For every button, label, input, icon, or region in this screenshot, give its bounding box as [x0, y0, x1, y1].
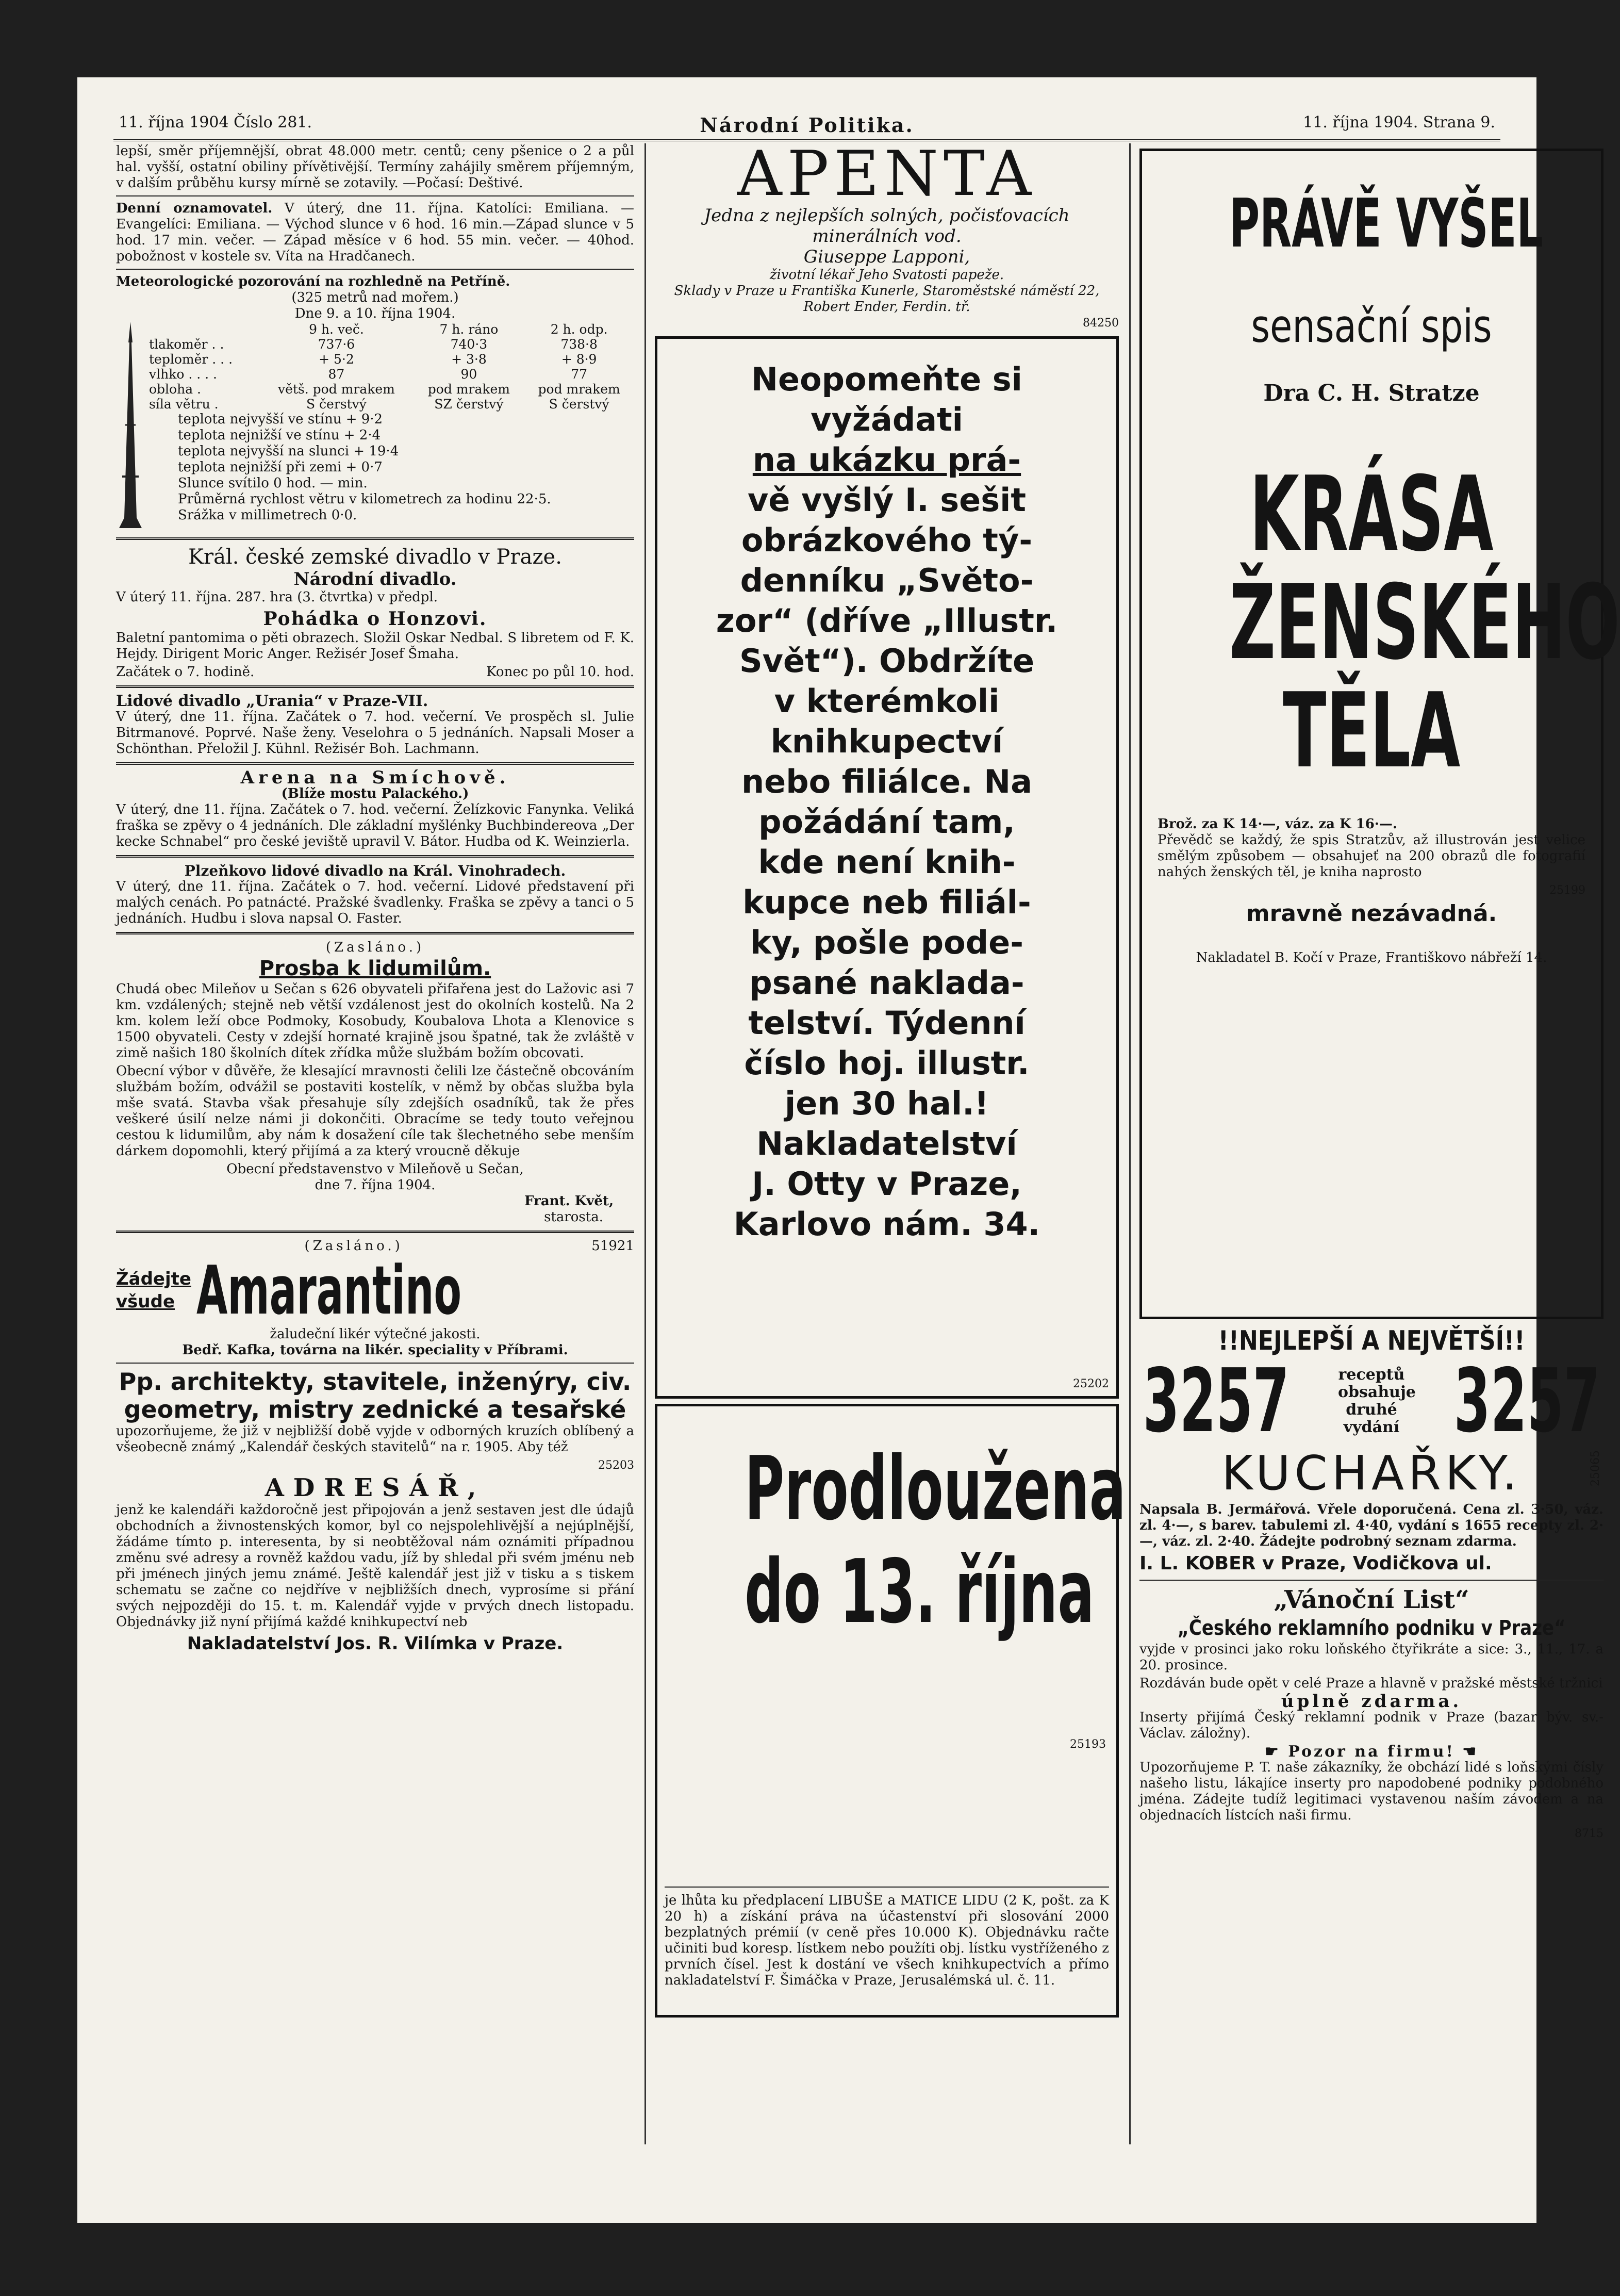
- apenta-title: APENTA: [737, 138, 1037, 210]
- meteo-header-row: 9 h. več. 7 h. ráno 2 h. odp.: [309, 322, 608, 337]
- arena-title: Arena na Smíchově.: [240, 767, 510, 788]
- meteo-row: obloha . větš. pod mrakem pod mrakem pod mrakem: [149, 382, 620, 397]
- libuse-text: je lhůta ku předplacení LIBUŠE a MATICE LIDU (2 K, pošt. za K 20 h) a získání práva na účastenství při slosování 2000 bezplatných prémií (v ceně přes 10.000 K). Objednávku račte učiniti bud koresp. lístkem nebo použíti obj. lístku vystříženého z prvních čísel. Jest k dostání ve všech knihkupectvích a přímo nakladatelství F. Šimáčka v Praze, Jerusalémská ul. č. 11.: [665, 1893, 1109, 1988]
- column-divider: [1129, 143, 1131, 2144]
- amarantino-ad: [116, 1251, 634, 1330]
- vanocni-subtitle: „Českého reklamního podniku v Praze“: [1177, 1616, 1566, 1640]
- libuse-num: 25193: [1070, 1738, 1106, 1751]
- stratz-ad: [1139, 149, 1620, 1319]
- arena-text: V úterý, dne 11. října. Začátek o 7. hod. večerní. Želízkovic Fanynka. Veliká fraška se zpěvy o 4 jednáních. Dle základní myšlénky Buchbindereova „Der kecke Schnabel“ pro české jeviště upravil V. Bátor. Hudba od K. Weinzierla.: [116, 802, 634, 849]
- zaslano-row: (Zasláno.) 51921: [304, 1238, 634, 1254]
- divider: [116, 932, 634, 934]
- stratz-author: Dra C. H. Stratze: [1263, 380, 1480, 406]
- divider: [116, 762, 634, 765]
- apenta-quote-role: životní lékař Jeho Svatosti papeže.: [769, 267, 1004, 283]
- stratz-text: Převědč se každý, že spis Stratzův, až illustrován jest velice smělým způsobem — obsahujeť na 200 obrazů dle fotografií nahých ženských těl, je kniha naprosto: [1158, 832, 1585, 880]
- kucharky-top: !!NEJLEPŠÍ A NEJVĚTŠÍ!!: [1218, 1325, 1525, 1356]
- apenta-num: 84250: [1083, 317, 1119, 330]
- plzen-title: Plzeňkovo lidové divadlo na Král. Vinohradech.: [184, 862, 566, 879]
- stratz-publisher: Nakladatel B. Kočí v Praze, Františkovo nábřeží 14.: [1196, 950, 1547, 965]
- prosba-text: Chudá obec Mileňov u Sečan s 626 obyvateli přifařena jest do Lažovic asi 7 km. vzdálených; stejně neb větší vzdálenost jest do okolních kostelů. Na 2 km. kolem leží obce Podmoky, Kosobudy, Koubalova Lhota a Klenovice s 1500 obyvateli. Cesty v zdejší hornaté krajině jsou špatné, tak že zvláště v zimě našich 180 školních dítek zřídka může službám božím obcovati.: [116, 981, 634, 1061]
- adresar-publisher: Nakladatelství Jos. R. Vilímka v Praze.: [187, 1633, 564, 1654]
- calendar-title: Denní oznamovatel.: [116, 201, 273, 216]
- divider: [116, 195, 634, 196]
- vanocni-list-ad: [1139, 1585, 1604, 1842]
- vanocni-num: 8715: [1575, 1827, 1604, 1840]
- kucharky-text: Napsala B. Jermářová. Vřele doporučená. Cena zl. 3·50, váz. zl. 4·—, s barev. tabulemi zl. 4·40, vydání s 1655 recepty zl. 2·—, váz. zl. 2·40. Žádejte podrobný seznam zdarma.: [1139, 1502, 1604, 1549]
- kucharky-publisher: I. L. KOBER v Praze, Vodičkova ul.: [1139, 1553, 1492, 1574]
- plzen-text: V úterý, dne 11. října. Začátek o 7. hod. večerní. Lidové představení při malých cenách. Po patnácté. Pražské švadlenky. Fraška se zpěvy a tanci o 5 jednáních. Hudbu i slova napsal O. Faster.: [116, 879, 634, 926]
- vanocni-text4: Upozorňujeme P. T. naše zákazníky, že obchází lidé s loňskými čísly našeho listu, lákajíce inserty pro napodobené podniky podobného jména. Zádejte tudíž legitimaci vystavenou naším závodem a na objednacích lístcích naši firmu.: [1139, 1760, 1604, 1823]
- adresar-title: ADRESÁŘ,: [265, 1473, 486, 1502]
- header-date-issue: 11. října 1904 Číslo 281.: [119, 113, 312, 132]
- prosba-from: Obecní představenstvo v Mileňově u Sečan,: [226, 1161, 524, 1177]
- urania-title: Lidové divadlo „Urania“ v Praze-VII.: [116, 692, 428, 710]
- stratz-price: Brož. za K 14·—, váz. za K 16·—.: [1158, 816, 1397, 832]
- market-report: lepší, směr příjemnější, obrat 48.000 metr. centů; ceny pšenice o 2 a půl hal. vyšší, ostatní obiliny přívětivější. Termíny zahájily směrem příjemným, v dalším průběhu kursy mírně se zotavily. —Počasí: Deštivé.: [116, 143, 634, 191]
- libuse-ad: [655, 1404, 1126, 2018]
- kucharky-title-row: [1139, 1445, 1604, 1502]
- amarantino-logo: Amarantino: [196, 1251, 462, 1330]
- theatre-subtitle: Národní divadlo.: [293, 569, 457, 589]
- stratz-details: [1142, 785, 1601, 966]
- meteo-row: vlhko . . . . 87 90 77: [149, 367, 588, 382]
- meteo-date: Dne 9. a 10. října 1904.: [294, 306, 456, 321]
- meteo-row: tlakoměr . . 737·6 740·3 738·8: [149, 337, 598, 352]
- meteo-block: [116, 322, 634, 532]
- calendar-text: V úterý, dne 11. října. Katolíci: Emiliana. — Evangelíci: Emiliana. — Východ slunce v 6 hod. 16 min.—Západ slunce v 5 hod. 17 min. večer. — Západ měsíce v 6 hod. 55 min. večer. — 40hod. pobožnost v kostele sv. Víta na Hradčanech.: [116, 201, 635, 264]
- libuse-text-block: [665, 1887, 1109, 1989]
- libuse-headline: Prodloužena do 13. října: [745, 1438, 1126, 1643]
- column-divider: [644, 143, 646, 2144]
- meteo-title: Meteorologické pozorování na rozhledně na Petříně.: [116, 274, 510, 289]
- kucharky-num: 25065: [1589, 1450, 1602, 1486]
- theatre-title: Král. české zemské divadlo v Praze.: [188, 545, 562, 569]
- stratz-title-2: ŽENSKÉHO: [1229, 563, 1620, 683]
- kucharky-ad: [1139, 1324, 1604, 1576]
- apenta-subtitle: Jedna z nejlepších solných, počisťovacích minerálních vod.: [704, 205, 1070, 247]
- apenta-quote-author: Giuseppe Lapponi,: [803, 247, 970, 267]
- meteo-row: síla větru . S čerstvý SZ čerstvý S čerstvý: [149, 397, 609, 412]
- prosba-date: dne 7. října 1904.: [315, 1177, 436, 1193]
- divider: [116, 1363, 634, 1364]
- adresar-text: jenž ke kalendáři každoročně jest připojován a jenž sestaven jest dle údajů obchodních a živnostenských komor, byl co nejspolehlivější a nejúplnější, žádáme tímto p. interesenta, by si neobtěžoval nám oznámiti případnou změnu své adresy a rovněž každou vadu, jíž by shledal při svém jménu neb při jménech jiných jemu známé. Ještě kalendář jest již v tisku a s tiskem schematu se začne co nejdříve v nejbližších dnech, vyprosíme si přání svých nejpozději do 15. t. m. Kalendář vyjde v prvých dnech listopadu. Objednávky již nyní přijímá každé knihkupectví neb: [116, 1502, 634, 1630]
- stratz-title-1: KRÁSA: [1249, 454, 1494, 575]
- stratz-title-3: TĚLA: [1282, 671, 1461, 791]
- meteo-subtitle: (325 metrů nad mořem.): [291, 290, 459, 305]
- vanocni-warning: ☛ Pozor na firmu! ☚: [1264, 1743, 1479, 1761]
- stratz-moral: mravně nezávadná.: [1246, 900, 1497, 927]
- vanocni-text3: Inserty přijímá Český reklamní podnik v Praze (bazar býv. sv.-Václav. záložny).: [1139, 1710, 1604, 1741]
- divider: [116, 855, 634, 858]
- calendar-notice: [116, 201, 634, 265]
- kucharky-numbers: [1139, 1350, 1604, 1452]
- stratz-kicker: sensační spis: [1251, 300, 1492, 353]
- kucharky-mid: receptů obsahuje druhé vydání: [1338, 1366, 1416, 1436]
- column-middle: [655, 138, 1126, 2144]
- theatre-play: Pohádka o Honzovi.: [263, 608, 487, 630]
- stratz-headline: PRÁVĚ VYŠEL: [1229, 184, 1543, 263]
- architects-title: Pp. architekty, stavitele, inženýry, civ. geometry, mistry zednické a tesařské: [119, 1368, 632, 1423]
- divider: [116, 269, 634, 270]
- prosba-signature-title: starosta.: [544, 1209, 603, 1225]
- divider: [1139, 1580, 1604, 1581]
- kucharky-count-right: 3257: [1453, 1350, 1600, 1452]
- meteo-table: [147, 322, 634, 412]
- prosba-text: Obecní výbor v důvěře, že klesající mravnosti čelili lze částečně obcováním službám božím, odvážil se postaviti kostelík, v němž by občas služba byla mše svatá. Stavba však přesahuje síly zdejších osadníků, tak že přes veškeré úsilí nelze námi ji dokončiti. Obracíme se tedy touto veřejnou cestou k lidumilům, aby nám k dosažení cíle tak šlechetného sebe menším dárkem dopomohli, který přijímá a za který vroucně děkuje: [116, 1063, 634, 1159]
- divider: [116, 685, 634, 688]
- stratz-num: 25199: [1549, 884, 1585, 897]
- architects-num: 25203: [598, 1459, 634, 1472]
- apenta-ad: [655, 138, 1119, 331]
- arena-subtitle: (Blíže mostu Palackého.): [281, 786, 469, 801]
- svetozor-ad: [655, 336, 1119, 1399]
- divider: [116, 1231, 634, 1233]
- meteo-row: teploměr . . . + 5·2 + 3·8 + 8·9: [149, 352, 597, 367]
- vanocni-text2: Rozdáván bude opět v celé Praze a hlavně v pražské městské tržnici: [1139, 1676, 1603, 1691]
- column-right: [1139, 143, 1620, 2144]
- architects-text: upozorňujeme, že již v nejbližší době vyjde v odborných kruzích oblíbený a všeobecně známý „Kalendář českých stavitelů“ na r. 1905. Aby též: [116, 1423, 634, 1455]
- svetozor-num: 25202: [1073, 1377, 1109, 1390]
- kucharky-title: KUCHAŘKY.: [1221, 1446, 1522, 1501]
- kucharky-count-left: 3257: [1143, 1350, 1290, 1452]
- svetozor-text: Neopomeňte si vyžádati na ukázku prá- vě vyšlý I. sešit obrázkového tý- denníku „Světo- zor“ (dříve „Illustr. Svět“). Obdržíte v kterémkoli knihkupectví nebo filiálce. Na požádání tam, kde není knih- kupce neb filiál- ky, pošle pode- psané naklada- telství. Týdenní číslo hoj. illustr. jen 30 hal.! Nakladatelství J. Otty v Praze, Karlovo nám. 34.: [716, 360, 1058, 1243]
- prosba-signature: Frant. Květ,: [524, 1193, 614, 1209]
- petrin-tower-icon: [116, 322, 147, 532]
- urania-text: V úterý, dne 11. října. Začátek o 7. hod. večerní. Ve prospěch sl. Julie Bitrmanové. Poprvé. Naše ženy. Veselohra o 5 jednáních. Napsali Moser a Schönthan. Přeložil J. Kühnl. Režisér Boh. Lachmann.: [116, 709, 634, 757]
- amarantino-maker: Bedř. Kafka, továrna na likér. speciality v Příbrami.: [182, 1342, 568, 1358]
- column-left: [116, 143, 634, 2144]
- divider: [116, 537, 634, 540]
- vanocni-text: vyjde v prosinci jako roku loňského čtyřikráte a sice: 3., 11., 17. a 20. prosince.: [1139, 1642, 1604, 1673]
- masthead: Národní Politika.: [700, 113, 914, 137]
- amarantino-callout: Žádejte všude: [116, 1269, 191, 1312]
- header-date-page: 11. října 1904. Strana 9.: [1303, 113, 1495, 132]
- zaslano-label: (Zasláno.): [325, 940, 425, 955]
- theatre-line: V úterý 11. října. 287. hra (3. čtvrtka) v předpl.: [116, 589, 438, 605]
- vanocni-free: úplně zdarma.: [1281, 1691, 1462, 1712]
- prosba-title: Prosba k lidumilům.: [259, 957, 491, 980]
- vanocni-title: „Vánoční List“: [1274, 1585, 1469, 1614]
- apenta-stores: Sklady v Praze u Františka Kunerle, Staroměstské náměstí 22, Robert Ender, Ferdin. tř.: [674, 283, 1100, 315]
- amarantino-desc: žaludeční likér výtečné jakosti.: [270, 1326, 481, 1342]
- newspaper-page: [77, 77, 1620, 2223]
- meteo-extra: teplota nejvyšší ve stínu + 9·2 teplota nejnižší ve stínu + 2·4 teplota nejvyšší na slunci + 19·4 teplota nejnižší při zemi + 0·7 Slunce svítilo 0 hod. — min. Průměrná rychlost větru v kilometrech za hodinu 22·5. Srážka v millimetrech 0·0.: [178, 412, 551, 523]
- theatre-times: Začátek o 7. hodině. Konec po půl 10. hod.: [116, 664, 634, 680]
- theatre-text: Baletní pantomima o pěti obrazech. Složil Oskar Nedbal. S libretem od F. K. Hejdy. Dirigent Moric Anger. Režisér Josef Šmaha.: [116, 630, 634, 662]
